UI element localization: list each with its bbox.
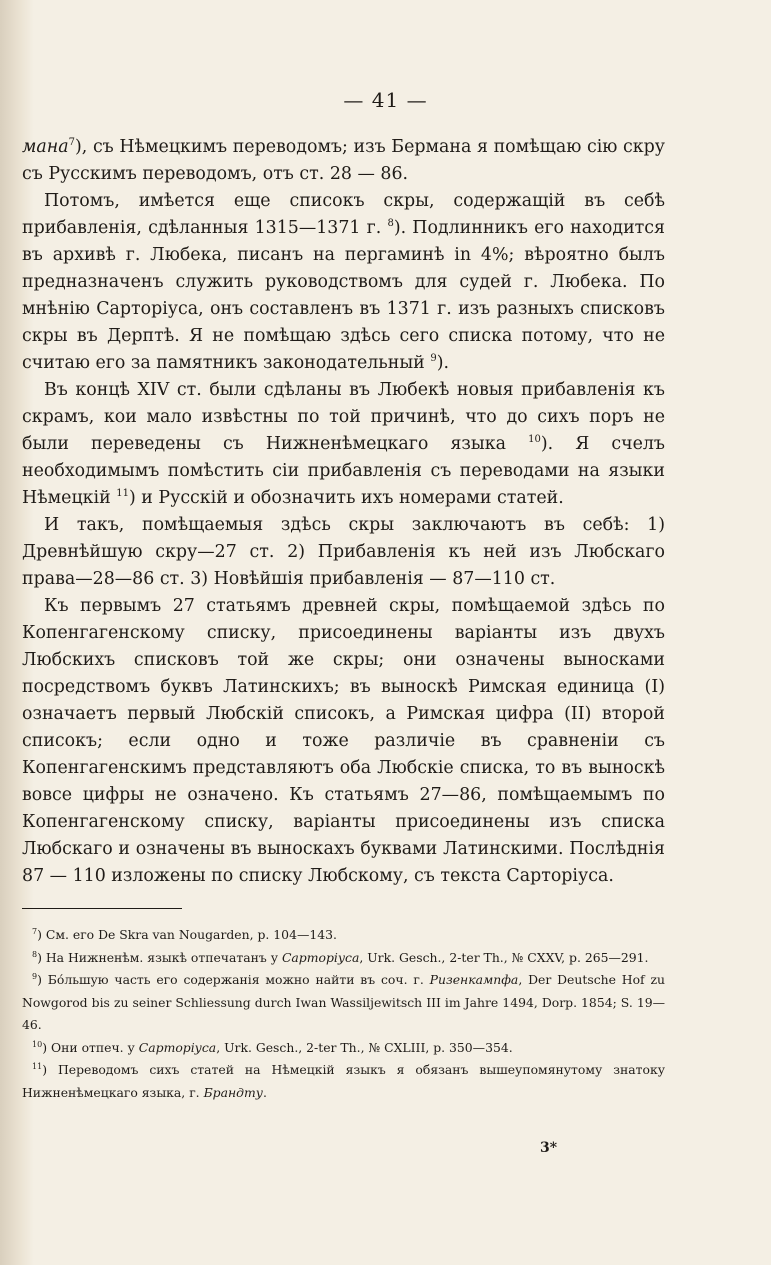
text-fragment: Въ концѣ XIV ст. были сдѣланы въ Любекѣ новыя прибавленія къ скрамъ, кои мало извѣстны по той причинѣ, что до сихъ поръ не были переведены съ Нижненѣмецкаго языка (22, 380, 665, 454)
footnotes (22, 924, 665, 1104)
footnote-number: 8 (32, 949, 38, 959)
footnote-number: 10 (32, 1039, 43, 1049)
text-fragment: . (262, 1084, 267, 1100)
footnote (22, 947, 665, 970)
text-fragment: Сарторіуса (281, 949, 360, 965)
text-fragment: мана (22, 137, 69, 157)
footnote-divider (22, 908, 182, 909)
text-fragment: , Der Deutsche Hof zu Nowgorod bis zu seiner Schliessung durch Iwan Wassiljewitsch III im Jahre 1494, Dorp. 1854; S. 19—46. (22, 972, 665, 1032)
paragraph (22, 134, 665, 188)
text-fragment: , Urk. Gesch., 2-ter Th., № CXXV, p. 265—291. (359, 949, 649, 965)
footnote-number: 11 (32, 1062, 43, 1071)
text-fragment: Потомъ, имѣется еще списокъ скры, содержащій въ себѣ прибавленія, сдѣланныя 1315—1371 г. (22, 191, 665, 238)
text-fragment: ) Переводомъ сихъ статей на Нѣмецкій языкъ я обязанъ вышеупомянутому знатоку Нижненѣмецкаго языка, г. (22, 1062, 665, 1100)
footnote (22, 1059, 665, 1104)
page-number: — 41 — (343, 88, 428, 112)
footnote-ref: 11 (116, 488, 129, 499)
footnote-number: 9 (32, 972, 38, 981)
footnote-ref: 8 (387, 218, 394, 229)
text-fragment: ) и Русскій и обозначить ихъ номерами статей. (128, 488, 564, 508)
text-fragment: Брандту (203, 1084, 263, 1100)
text-fragment: Ризенкампфа (429, 972, 519, 987)
text-fragment: ). (436, 353, 450, 373)
text-fragment: ). Подлинникъ его находится въ архивѣ г. Любека, писанъ на пергаминѣ in 4%; вѣроятно былъ предназначенъ служить руководствомъ для судей г. Любека. По мнѣнію Сарторіуса, онъ составленъ въ 1371 г. изъ разныхъ списковъ скры въ Дерптѣ. Я не помѣщаю здѣсь сего списка потому, что не считаю его за памятникъ законодательный (22, 218, 666, 373)
footnote-number: 7 (32, 927, 38, 936)
footnote (22, 969, 665, 1037)
footnote (22, 924, 665, 947)
paragraph (22, 593, 665, 890)
footnote-ref: 10 (528, 434, 541, 445)
text-fragment: И такъ, помѣщаемыя здѣсь скры заключаютъ въ себѣ: 1) Древнѣйшую скру—27 ст. 2) Прибавленія къ ней изъ Любскаго права—28—86 ст. 3) Новѣйшія прибавленія — 87—110 ст. (22, 515, 665, 589)
footnote-ref: 7 (68, 137, 75, 148)
text-fragment: , Urk. Gesch., 2-ter Th., № CXLIII, p. 350—354. (216, 1039, 513, 1055)
body-text (22, 134, 665, 890)
signature-mark: 3* (540, 1140, 558, 1156)
text-fragment: ) См. его De Skra van Nougarden, p. 104—143. (37, 927, 337, 942)
text-fragment: ) На Нижненѣм. языкѣ отпечатанъ у (37, 949, 282, 965)
footnote-ref: 9 (430, 353, 437, 364)
text-fragment: ), съ Нѣмецкимъ переводомъ; изъ Бермана я помѣщаю сію скру съ Русскимъ переводомъ, отъ ст. 28 — 86. (22, 137, 665, 184)
paragraph (22, 188, 665, 377)
paragraph (22, 377, 665, 512)
text-fragment: Къ первымъ 27 статьямъ древней скры, помѣщаемой здѣсь по Копенгагенскому списку, присоединены варіанты изъ двухъ Любскихъ списковъ той же скры; они означены выносками посредствомъ буквъ Латинскихъ; въ выноскѣ Римская единица (I) означаетъ первый Любскій списокъ, а Римская цифра (II) второй списокъ; если одно и тоже различіе въ сравненіи съ Копенгагенскимъ представляютъ оба Любскіе списка, то въ выноскѣ вовсе цифры не означено. Къ статьямъ 27—86, помѣщаемымъ по Копенгагенскому списку, варіанты присоединены изъ списка Любскаго и означены въ выноскахъ буквами Латинскими. Послѣднія 87 — 110 изложены по списку Любскому, съ текста Сарторіуса. (22, 596, 665, 886)
footnote (22, 1037, 665, 1060)
paragraph (22, 512, 665, 593)
text-fragment: ) Они отпеч. у (42, 1039, 139, 1055)
text-fragment: ). Я счелъ необходимымъ помѣстить сіи прибавленія съ переводами на языки Нѣмецкій (22, 434, 665, 508)
text-fragment: ) Бо́льшую часть его содержанія можно найти въ соч. г. (37, 972, 430, 987)
text-fragment: Сарторіуса (138, 1039, 217, 1055)
